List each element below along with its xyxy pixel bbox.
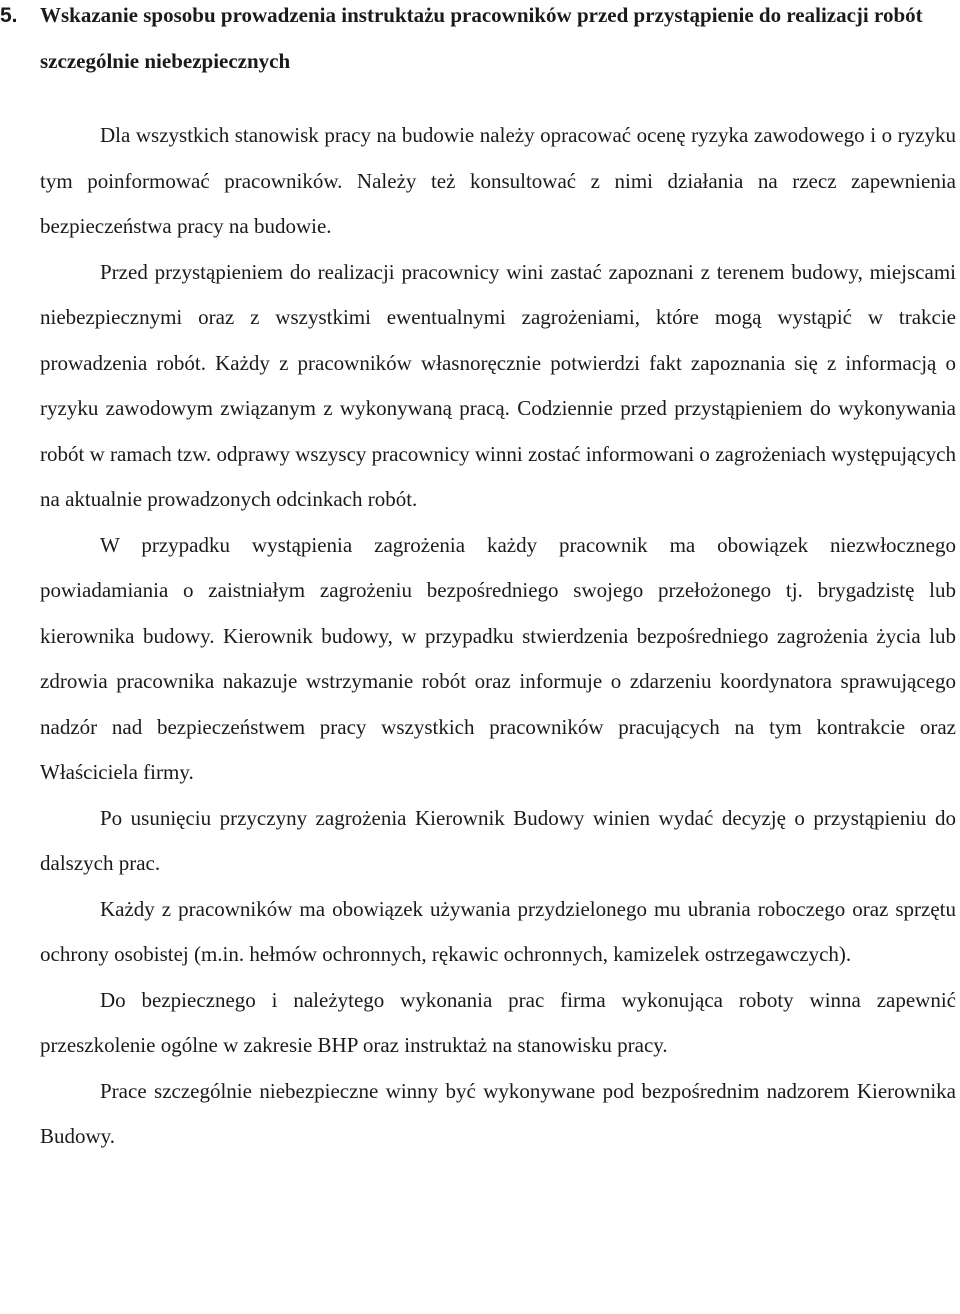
paragraph-hazard-reporting: W przypadku wystąpienia zagrożenia każdy pracownik ma obowiązek niezwłocznego powiadamiania o zaistniałym zagrożeniu bezpośredniego swojego przełożonego tj. brygadzistę lub kierownika budowy. Kierownik budowy, w przypadku stwierdzenia bezpośredniego zagrożenia życia lub zdrowia pracownika nakazuje wstrzymanie robót oraz informuje o zdarzeniu koordynatora sprawującego nadzór nad bezpieczeństwem pracy wszystkich pracowników pracujących na tym kontrakcie oraz Właściciela firmy.	[40, 532, 956, 784]
paragraph-supervision: Prace szczególnie niebezpieczne winny być wykonywane pod bezpośrednim nadzorem Kierownika Budowy.	[40, 1078, 956, 1148]
section-title: Wskazanie sposobu prowadzenia instruktażu pracowników przed przystąpienie do realizacji robót szczególnie niebezpiecznych	[40, 3, 923, 73]
paragraph-risk-assessment: Dla wszystkich stanowisk pracy na budowie należy opracować ocenę ryzyka zawodowego i o ryzyku tym poinformować pracowników. Należy też konsultować z nimi działania na rzecz zapewnienia bezpieczeństwa pracy na budowie.	[40, 123, 956, 238]
paragraph-site-familiarization: Przed przystąpieniem do realizacji pracownicy wini zastać zapoznani z terenem budowy, miejscami niebezpiecznymi oraz z wszystkimi ewentualnymi zagrożeniami, które mogą wystąpić w trakcie prowadzenia robót. Każdy z pracowników własnoręcznie potwierdzi fakt zapoznania się z informacją o ryzyku zawodowym związanym z wykonywaną pracą. Codziennie przed przystąpieniem do wykonywania robót w ramach tzw. odprawy wszyscy pracownicy winni zostać informowani o zagrożeniach występujących na aktualnie prowadzonych odcinkach robót.	[40, 259, 956, 511]
paragraph-work-resumption: Po usunięciu przyczyny zagrożenia Kierownik Budowy winien wydać decyzję o przystąpieniu do dalszych prac.	[40, 805, 956, 875]
paragraph-protective-equipment: Każdy z pracowników ma obowiązek używania przydzielonego mu ubrania roboczego oraz sprzętu ochrony osobistej (m.in. hełmów ochronnych, rękawic ochronnych, kamizelek ostrzegawczych).	[40, 896, 956, 966]
section-heading	[0, 0, 958, 84]
paragraph-bhp-training: Do bezpiecznego i należytego wykonania prac firma wykonująca roboty winna zapewnić przeszkolenie ogólne w zakresie BHP oraz instruktaż na stanowisku pracy.	[40, 987, 956, 1057]
section-number: 5.	[0, 4, 18, 27]
section-body	[40, 113, 956, 1160]
